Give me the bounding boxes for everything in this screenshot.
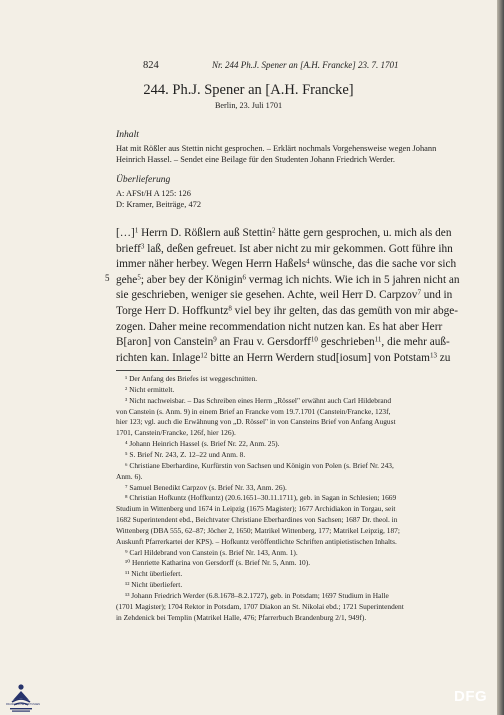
footnote-line: ¹² Nicht überliefert. — [125, 580, 183, 590]
body-text-segment: laß, deßen gefreuet. Ist aber nicht zu mir gekommen. Gott führe ihn — [144, 242, 453, 255]
footnote-line: ⁶ Christiane Eberhardine, Kurfürstin von Sachsen und Königin von Polen (s. Brief Nr. 243, — [125, 460, 394, 470]
body-line — [116, 321, 442, 333]
body-text-segment: B[aron] von Canstein — [116, 336, 214, 349]
line-number: 5 — [105, 273, 110, 283]
footnote-line: 1682 Superintendent ebd., Beichtvater Christiane Eberhardines von Sachsen; 1687 Dr. theol. in — [116, 515, 398, 525]
body-text-segment: wünsche, das die sache vor sich — [309, 258, 457, 271]
body-text-segment: richten kan. Inlage — [116, 351, 201, 364]
body-line — [116, 274, 460, 286]
footnote-line: hier 123; vgl. auch die Erwähnung von „D. Rössel" in von Cansteins Brief von Anfang August — [116, 417, 396, 427]
body-line — [116, 258, 456, 270]
body-line — [116, 305, 458, 317]
footnote-line: ⁹ Carl Hildebrand von Canstein (s. Brief Nr. 143, Anm. 1). — [125, 547, 298, 557]
footnote-line: Anm. 6). — [116, 471, 143, 481]
body-line — [116, 227, 451, 239]
body-text-segment: sie geschrieben, weniger sie gesehen. Achte, weil Herr D. Carpzov — [116, 289, 418, 302]
footnote-line: (1701 Magister); 1704 Rektor in Potsdam, 1707 Diakon an St. Nikolai ebd.; 1721 Superintendent — [116, 601, 404, 611]
footnote-line: ⁷ Samuel Benedikt Carpzov (s. Brief Nr. 33, Anm. 26). — [125, 482, 287, 492]
page-number: 824 — [143, 60, 159, 71]
place-date: Berlin, 23. Juli 1701 — [214, 101, 283, 110]
body-text-segment: bitte an Herrn Werdern stud[iosum] von Potstam — [207, 351, 430, 364]
footnote-line: 1701, Canstein/Francke, 126f, hier 126). — [116, 428, 236, 438]
body-line — [116, 336, 450, 348]
body-text-segment: zu — [436, 351, 451, 364]
footnote-line: in Zehdenick bei Templin (Matrikel Halle, 476; Pfarrerbuch Brandenburg 2/1, 949f). — [116, 612, 367, 622]
franckesche-stiftungen-logo — [8, 683, 34, 713]
footnote-ref: 7 — [417, 288, 421, 297]
footnote-line: ¹ Der Anfang des Briefes ist weggeschnitten. — [125, 374, 258, 383]
body-text-segment: viel bey ihr gelten, das das gemüth von mir abge- — [231, 305, 459, 317]
body-text-segment: , die mehr auß- — [381, 336, 450, 349]
body-text-segment: Torge Herr D. Hoffkuntz — [116, 305, 229, 317]
running-head: Nr. 244 Ph.J. Spener an [A.H. Francke] 23. 7. 1701 — [212, 60, 399, 70]
body-text-segment: geschrieben — [317, 336, 375, 349]
body-text-segment: und in — [420, 289, 453, 302]
body-text-segment: an Frau v. Gersdorff — [216, 336, 311, 349]
inhalt-line: Hat mit Rößler aus Stettin nicht gesprochen. – Erklärt nochmals Vorgehensweise wegen Johann — [116, 144, 437, 153]
footnote-line: Studium in Wittenberg und 1674 in Leipzig (1675 Magister); 1677 Archidiakon in Torgau, seit — [116, 504, 396, 514]
footnote-ref: 11 — [374, 335, 382, 344]
body-line — [116, 352, 450, 364]
logo-caption: FRANCKESCHE STIFTUNGEN — [6, 703, 41, 706]
footnote-line: ⁴ Johann Heinrich Hassel (s. Brief Nr. 22, Anm. 25). — [125, 439, 280, 449]
footnote-line: ¹³ Johann Friedrich Werder (6.8.1678–8.2.1727), geb. in Potsdam; 1697 Studium in Halle — [125, 591, 389, 600]
body-text-segment: zogen. Daher meine recommendation nicht nutzen kan. Es hat aber Herr — [116, 320, 443, 333]
footnote-ref: 6 — [242, 273, 246, 282]
footnote-ref: 3 — [140, 242, 145, 251]
footnote-ref: 1 — [134, 226, 139, 235]
footnote-line: ¹¹ Nicht überliefert. — [125, 569, 183, 579]
footnote-line: ³ Nicht nachweisbar. – Das Schreiben eines Herrn „Rössel" erwähnt auch Carl Hildebrand — [125, 395, 392, 405]
footnote-ref: 13 — [429, 351, 437, 360]
body-line — [116, 289, 452, 301]
body-line — [116, 243, 453, 255]
inhalt-heading: Inhalt — [116, 129, 139, 140]
footnote-ref: 9 — [213, 335, 217, 344]
dfg-watermark: DFG — [454, 688, 488, 705]
body-text-segment: immer näher herbey. Wegen Herrn Haßels — [116, 258, 307, 271]
footnote-line: ⁵ S. Brief Nr. 243, Z. 12–22 und Anm. 8. — [125, 449, 246, 459]
footnote-line: von Canstein (s. Anm. 9) in einem Brief an Francke vom 19.7.1701 (Canstein/Francke, 123f, — [116, 406, 391, 416]
footnote-ref: 2 — [271, 226, 276, 235]
ueberlieferung-line: A: AFSt/H A 125: 126 — [116, 189, 191, 198]
page-edge — [497, 0, 504, 715]
body-text-segment: gehe — [116, 273, 138, 286]
footnote-ref: 4 — [306, 257, 310, 266]
footnote-ref: 12 — [200, 351, 208, 360]
footnote-ref: 10 — [310, 335, 318, 344]
body-text-segment: ; aber bey der Königin — [140, 273, 243, 286]
footnote-rule — [116, 370, 191, 371]
footnote-line: Wittenberg (DBA 555, 62–87; Jöcher 2, 1650; Matrikel Wittenberg, 177; Matrikel Leipzig, 187; — [116, 525, 400, 535]
footnote-line: ⁸ Christian Hofkuntz (Hoffkuntz) (20.6.1651–30.11.1711), geb. in Sagan in Schlesien; 1669 — [125, 493, 397, 503]
footnote-ref: 5 — [137, 273, 141, 282]
body-text-segment: Herrn D. Rößlern auß Stettin — [138, 227, 272, 239]
inhalt-line: Heinrich Hassel. – Sendet eine Beilage für den Studenten Johann Friedrich Werder. — [116, 155, 395, 164]
body-text-segment: […] — [116, 227, 135, 239]
ueberlieferung-line: D: Kramer, Beiträge, 472 — [116, 200, 202, 209]
footnote-line: ¹⁰ Henriette Katharina von Gersdorff (s. Brief Nr. 5, Anm. 10). — [125, 558, 311, 568]
body-text-segment: vermag ich nichts. Wie ich in 5 jahren nicht an — [245, 273, 460, 286]
footnote-ref: 8 — [228, 304, 232, 313]
body-text-segment: hätte gern gesprochen, u. mich als den — [275, 227, 452, 239]
footnote-line: Auskunft Pfarrerkartei der KPS). – Hofkuntz veröffentlichte Schriften antipietistischen Inhalts. — [116, 536, 397, 546]
ueberlieferung-heading: Überlieferung — [116, 174, 171, 185]
body-text-segment: brieff — [116, 242, 141, 255]
footnote-line: ² Nicht ermittelt. — [125, 384, 175, 394]
letter-title: 244. Ph.J. Spener an [A.H. Francke] — [143, 82, 354, 98]
